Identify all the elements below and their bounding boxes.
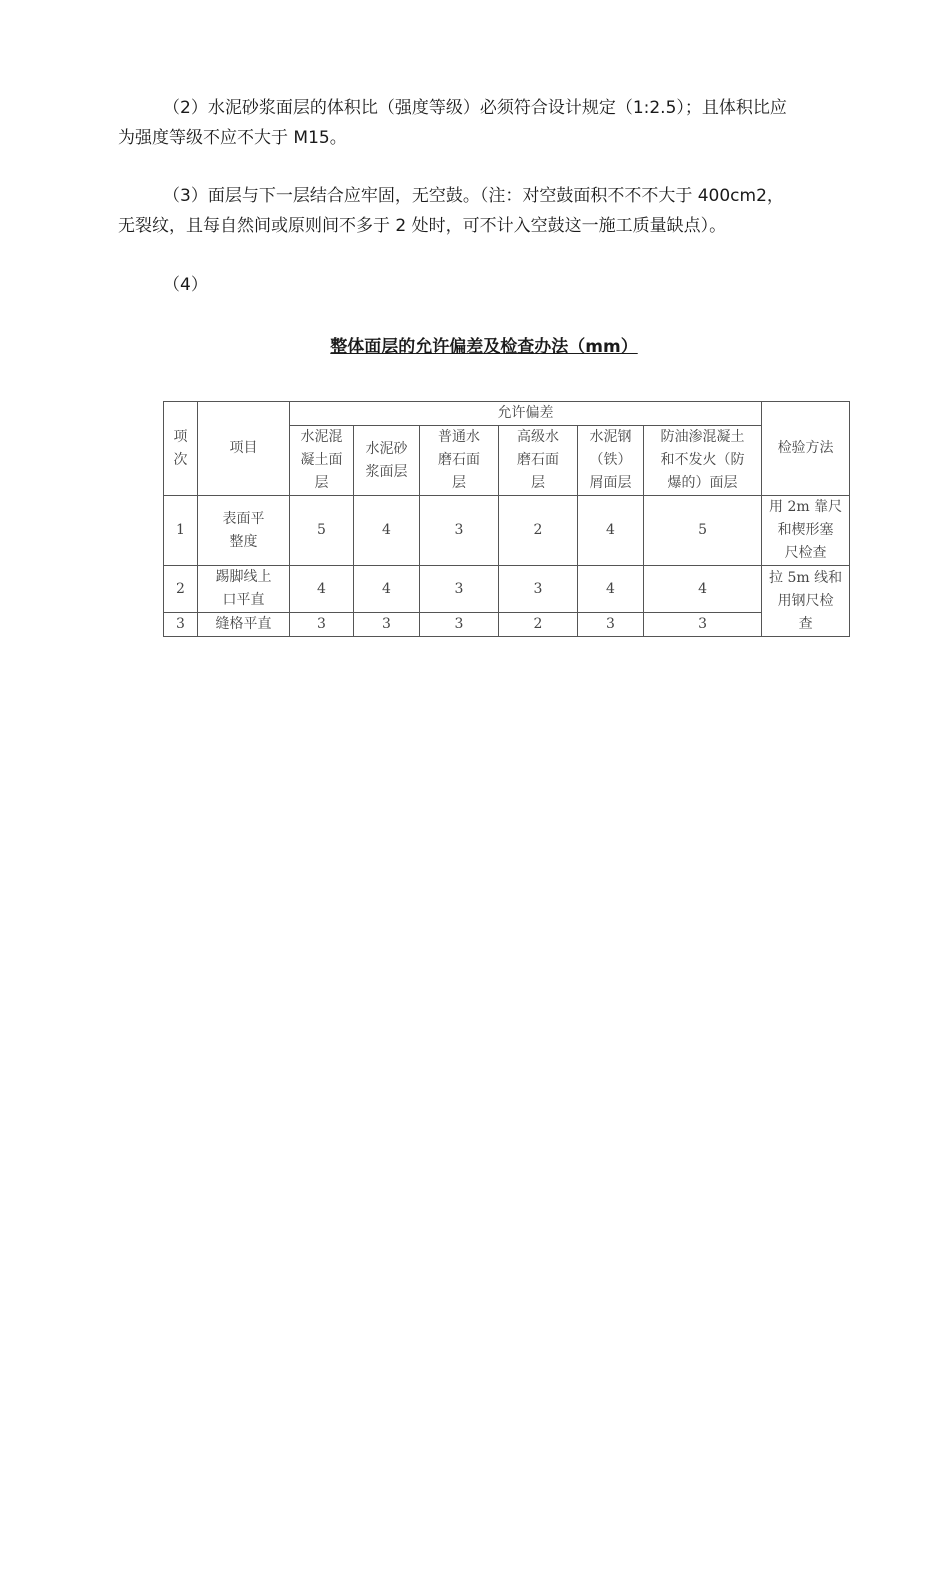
row-2-value-2: 4 <box>354 566 420 613</box>
header-col-3: 普通水 磨石面 层 <box>420 426 499 496</box>
row-3-value-5: 3 <box>578 613 644 637</box>
header-col-6: 防油渗混凝土 和不发火（防 爆的）面层 <box>644 426 762 496</box>
header-col-5: 水泥钢 （铁） 屑面层 <box>578 426 644 496</box>
header-allowed-deviation: 允许偏差 <box>290 402 762 426</box>
row-3-value-6: 3 <box>644 613 762 637</box>
header-item: 项目 <box>198 402 290 496</box>
row-1-value-6: 5 <box>644 496 762 566</box>
row-1-value-5: 4 <box>578 496 644 566</box>
row-1-item: 表面平 整度 <box>198 496 290 566</box>
row-3-value-2: 3 <box>354 613 420 637</box>
row-3-value-1: 3 <box>290 613 354 637</box>
row-2-value-3: 3 <box>420 566 499 613</box>
row-1-value-1: 5 <box>290 496 354 566</box>
row-3-index: 3 <box>164 613 198 637</box>
row-2-item: 踢脚线上 口平直 <box>198 566 290 613</box>
deviation-table <box>163 401 850 637</box>
table-header-row-1 <box>164 402 850 426</box>
row-2-value-1: 4 <box>290 566 354 613</box>
row-1-value-4: 2 <box>499 496 578 566</box>
row-1-value-2: 4 <box>354 496 420 566</box>
paragraph-2 <box>118 93 830 153</box>
paragraph-4 <box>118 270 830 300</box>
paragraph-3-line-2: 无裂纹，且每自然间或原则间不多于 2 处时，可不计入空鼓这一施工质量缺点）。 <box>118 216 727 236</box>
row-3-value-4: 2 <box>499 613 578 637</box>
row-3-value-3: 3 <box>420 613 499 637</box>
table-row <box>164 566 850 613</box>
header-index: 项 次 <box>164 402 198 496</box>
header-method: 检验方法 <box>762 402 850 496</box>
paragraph-3 <box>118 181 830 241</box>
paragraph-2-line-1: （2）水泥砂浆面层的体积比（强度等级）必须符合设计规定（1:2.5）；且体积比应 <box>163 98 787 118</box>
row-1-index: 1 <box>164 496 198 566</box>
row-1-method: 用 2m 靠尺 和楔形塞 尺检查 <box>762 496 850 566</box>
row-2-value-5: 4 <box>578 566 644 613</box>
row-3-item: 缝格平直 <box>198 613 290 637</box>
row-2-value-4: 3 <box>499 566 578 613</box>
table-row <box>164 613 850 637</box>
table-row <box>164 496 850 566</box>
row-1-value-3: 3 <box>420 496 499 566</box>
header-col-1: 水泥混 凝土面 层 <box>290 426 354 496</box>
paragraph-4-line-1: （4） <box>163 275 208 295</box>
paragraph-3-line-1: （3）面层与下一层结合应牢固，无空鼓。（注：对空鼓面积不不不大于 400cm2， <box>163 186 784 206</box>
paragraph-2-line-2: 为强度等级不应不大于 M15。 <box>118 128 347 148</box>
table-title: 整体面层的允许偏差及检查办法（mm） <box>330 337 638 357</box>
header-col-2: 水泥砂 浆面层 <box>354 426 420 496</box>
row-2-value-6: 4 <box>644 566 762 613</box>
row-2-3-method: 拉 5m 线和 用钢尺检 查 <box>762 566 850 637</box>
header-col-4: 高级水 磨石面 层 <box>499 426 578 496</box>
row-2-index: 2 <box>164 566 198 613</box>
